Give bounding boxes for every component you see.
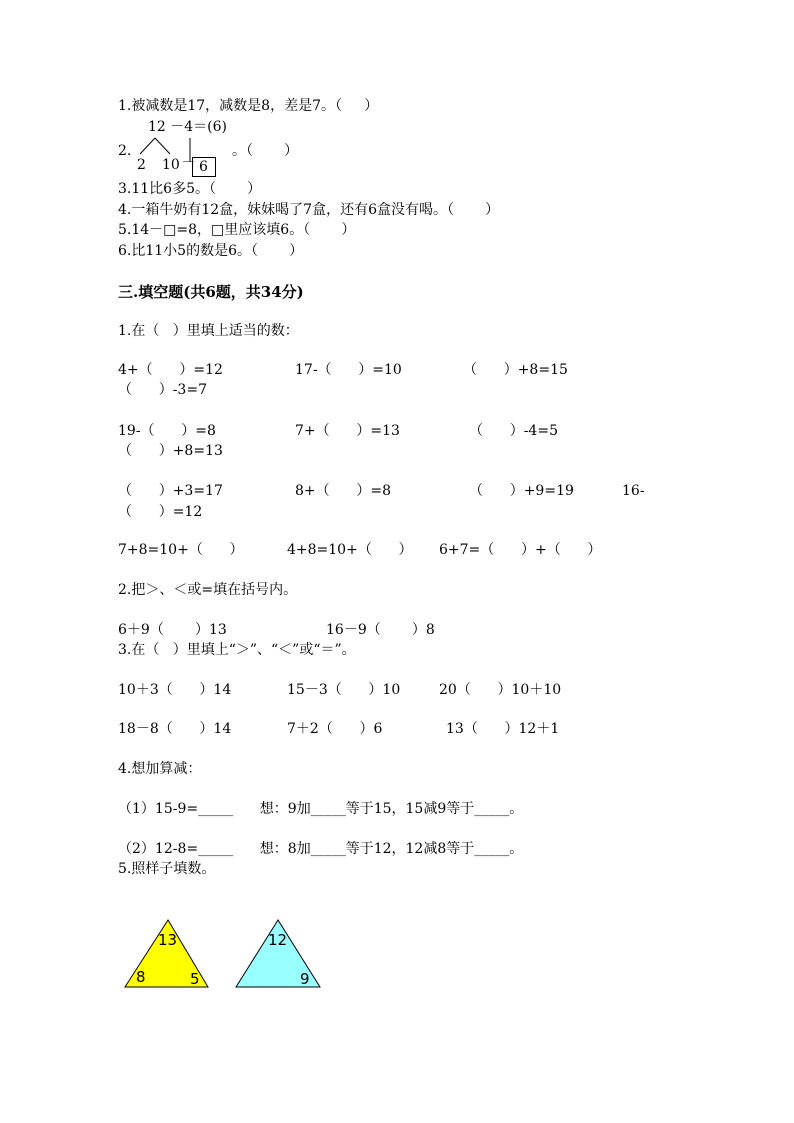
judge-q2-number: 2. <box>118 143 132 159</box>
fill-q1-item: （ ）-4=5 <box>469 423 558 439</box>
fill-q1-item: （ ）+8=13 <box>118 443 223 459</box>
fill-q1-item: 8+（ ）=8 <box>295 483 391 499</box>
fill-q1-item: 7+（ ）=13 <box>295 423 400 439</box>
fill-q3-item: 15－3（ ）10 <box>287 682 401 698</box>
judge-q2-left-number: 2 <box>137 157 146 173</box>
triangles-figure <box>120 915 330 995</box>
fill-q1-item: （ ）+3=17 <box>118 483 223 499</box>
judge-q2-mid-number: 10 <box>162 157 180 173</box>
fill-q1-item: 4+（ ）=12 <box>118 362 223 378</box>
fill-q4-line: （2）12-8=_____ 想：8加_____等于12，12减8等于_____。 <box>118 841 524 857</box>
triangle-1-top-number: 13 <box>158 931 178 949</box>
fill-q5-title: 5.照样子填数。 <box>118 861 216 877</box>
fill-q1-item: 16- <box>622 483 645 499</box>
fill-q1-item: 7+8=10+（ ） <box>118 542 244 558</box>
fill-q3-item: 20（ ）10＋10 <box>439 682 562 698</box>
fill-q1-item: （ ）=12 <box>118 504 203 520</box>
fill-q1-item: （ ）-3=7 <box>118 382 207 398</box>
fill-q2-item: 16－9（ ）8 <box>326 622 435 638</box>
fill-q1-item: 6+7=（ ）+（ ） <box>439 542 602 558</box>
section-title: 三.填空题(共6题，共34分) <box>118 283 304 301</box>
judge-q5: 5.14－□=8，□里应该填6。（ ） <box>118 222 356 238</box>
fill-q1-item: 4+8=10+（ ） <box>287 542 413 558</box>
fill-q3-item: 10＋3（ ）14 <box>118 682 232 698</box>
judge-q2-box-number: 6 <box>199 159 208 175</box>
fill-q1-item: （ ）+9=19 <box>469 483 574 499</box>
judge-q6: 6.比11小5的数是6。（ ） <box>118 243 304 259</box>
fill-q1-item: 19-（ ）=8 <box>118 423 216 439</box>
triangle-2-right-number: 9 <box>300 970 310 988</box>
fill-q1-item: （ ）+8=15 <box>463 362 568 378</box>
fill-q2-item: 6＋9（ ）13 <box>118 622 227 638</box>
judge-q2-equation: 12 －4＝(6) <box>148 119 228 135</box>
judge-q1: 1.被减数是17，减数是8，差是7。（ ） <box>118 98 379 114</box>
triangle-1-left-number: 8 <box>136 968 146 986</box>
triangle-2-top-number: 12 <box>268 931 288 949</box>
fill-q3-item: 18－8（ ）14 <box>118 721 232 737</box>
fill-q4-line: （1）15-9=_____ 想：9加_____等于15，15减9等于_____。 <box>118 801 524 817</box>
fill-q2-title: 2.把＞、＜或=填在括号内。 <box>118 582 298 598</box>
judge-q4: 4.一箱牛奶有12盒，妹妹喝了7盒，还有6盒没有喝。（ ） <box>118 202 500 218</box>
judge-q2-box <box>192 157 216 177</box>
triangle-1-right-number: 5 <box>190 970 200 988</box>
fill-q1-title: 1.在（ ）里填上适当的数： <box>118 323 299 339</box>
fill-q4-title: 4.想加算减： <box>118 761 202 777</box>
judge-q3: 3.11比6多5。（ ） <box>118 181 262 197</box>
fill-q3-item: 13（ ）12＋1 <box>446 721 560 737</box>
judge-q2-paren: 。（ ） <box>232 143 299 159</box>
fill-q1-item: 17-（ ）=10 <box>295 362 402 378</box>
fill-q3-title: 3.在（ ）里填上“＞”、“＜”或“＝”。 <box>118 642 356 658</box>
fill-q3-item: 7＋2（ ）6 <box>287 721 383 737</box>
